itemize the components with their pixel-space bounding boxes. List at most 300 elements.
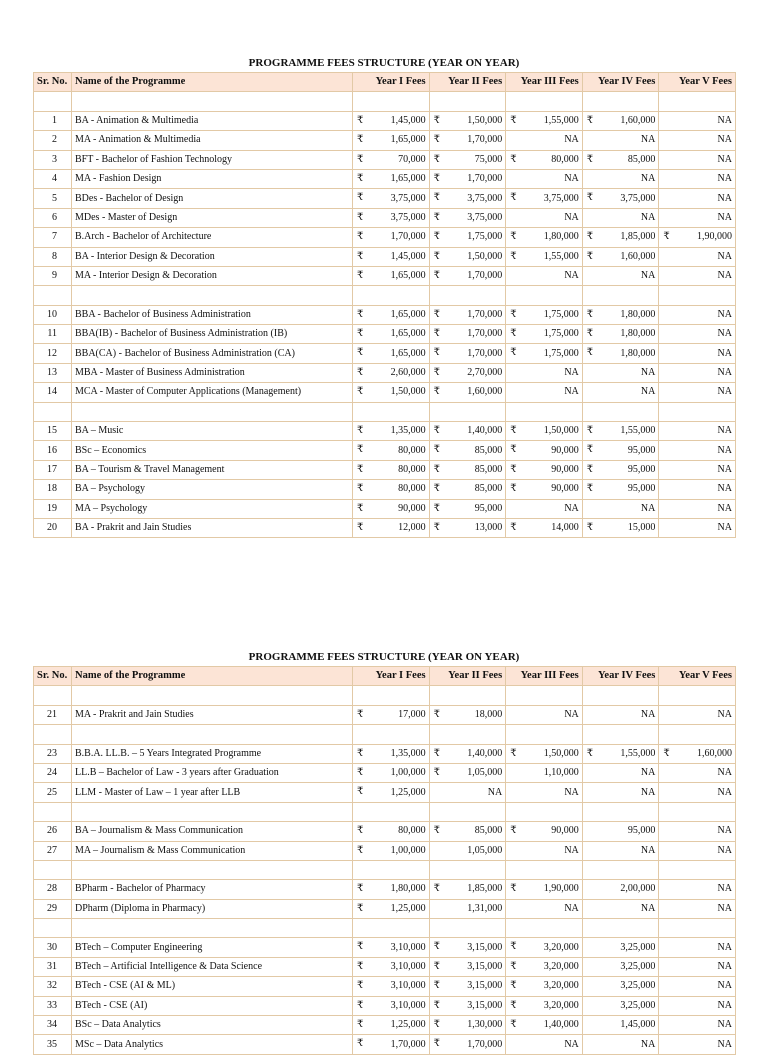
sr-no-cell: 32 [34,977,72,996]
fee-value: 3,20,000 [543,980,579,992]
rupee-symbol: ₹ [433,766,440,778]
fee-cell-year-1 [353,111,430,130]
empty-cell [582,686,659,705]
fee-cell-year-4 [582,880,659,899]
fee-cell-year-2 [429,996,506,1015]
fee-value: 1,45,000 [390,250,426,262]
fee-value: NA [640,386,656,398]
rupee-symbol: ₹ [433,231,440,243]
rupee-symbol: ₹ [586,425,594,437]
fee-cell-year-1 [353,247,430,266]
fee-cell-year-3 [506,744,583,763]
empty-cell [429,802,506,821]
empty-cell [72,402,353,421]
fee-cell-year-2 [429,1035,506,1054]
sr-no-cell: 9 [34,266,72,285]
rupee-symbol: ₹ [433,172,440,184]
programme-name-cell: MA - Prakrit and Jain Studies [72,705,353,724]
fee-value: NA [564,211,579,223]
sr-no-cell: 14 [34,383,72,402]
fee-cell-year-2 [429,744,506,763]
fee-cell-year-2 [429,880,506,899]
fee-value: 3,10,000 [390,999,426,1011]
empty-cell [659,286,736,305]
header-year-3: Year III Fees [506,667,583,686]
sr-no-cell: 24 [34,763,72,782]
table-row [34,938,736,957]
fee-value: 85,000 [474,483,503,495]
fee-cell-year-4 [582,841,659,860]
empty-cell [506,402,583,421]
sr-no-cell: 27 [34,841,72,860]
fee-value: NA [564,708,579,720]
fee-cell-year-4 [582,499,659,518]
spacer-row [34,92,736,111]
rupee-symbol: ₹ [433,366,440,378]
programme-name-cell: MA - Interior Design & Decoration [72,266,353,285]
sr-no-cell: 13 [34,363,72,382]
fee-cell-year-5 [659,169,736,188]
fee-cell-year-3 [506,499,583,518]
table-row [34,150,736,169]
fee-cell-year-3 [506,1035,583,1054]
fee-cell-year-3 [506,266,583,285]
fee-cell-year-4 [582,977,659,996]
fee-value: NA [640,211,656,223]
fee-value: NA [564,502,579,514]
fee-cell-year-3 [506,169,583,188]
fee-value: 12,000 [398,522,426,534]
fee-value: 85,000 [474,444,503,456]
table-row [34,189,736,208]
programme-name-cell: MCA - Master of Computer Applications (Management) [72,383,353,402]
sr-no-cell: 26 [34,822,72,841]
sr-no-cell: 15 [34,422,72,441]
programme-name-cell: BSc – Data Analytics [72,1016,353,1035]
rupee-symbol: ₹ [357,444,364,456]
rupee-symbol: ₹ [586,747,594,759]
fee-value: 1,45,000 [390,114,426,126]
rupee-symbol: ₹ [586,347,594,359]
rupee-symbol: ₹ [433,463,440,475]
fee-value: NA [717,1038,732,1050]
fee-cell-year-2 [429,266,506,285]
empty-cell [353,860,430,879]
table-row [34,783,736,802]
fee-value: 80,000 [398,444,426,456]
empty-cell [659,919,736,938]
fee-cell-year-1 [353,266,430,285]
programme-name-cell: MSc – Data Analytics [72,1035,353,1054]
fee-value: 1,70,000 [467,270,503,282]
fee-value: 3,15,000 [467,961,503,973]
fee-cell-year-4 [582,480,659,499]
fee-value: NA [717,347,732,359]
sr-no-cell: 12 [34,344,72,363]
fee-cell-year-2 [429,228,506,247]
fee-cell-year-4 [582,996,659,1015]
fee-cell-year-3 [506,518,583,537]
rupee-symbol: ₹ [433,941,440,953]
rupee-symbol: ₹ [357,708,364,720]
fee-value: 1,85,000 [467,883,503,895]
table-row [34,841,736,860]
fee-cell-year-4 [582,783,659,802]
programme-name-cell: B.B.A. LL.B. – 5 Years Integrated Programme [72,744,353,763]
programme-name-cell: BSc – Economics [72,441,353,460]
fee-value: 90,000 [551,483,579,495]
table-row [34,744,736,763]
rupee-symbol: ₹ [586,463,594,475]
fee-cell-year-2 [429,150,506,169]
fee-value: 1,80,000 [620,328,656,340]
rupee-symbol: ₹ [357,521,364,533]
fee-cell-year-4 [582,1035,659,1054]
fee-cell-year-4 [582,822,659,841]
fee-cell-year-4 [582,1016,659,1035]
fee-cell-year-2 [429,363,506,382]
header-row [34,667,736,686]
fee-cell-year-4 [582,363,659,382]
fee-cell-year-1 [353,744,430,763]
fee-cell-year-4 [582,460,659,479]
fee-cell-year-5 [659,880,736,899]
empty-cell [506,802,583,821]
fee-value: 2,60,000 [390,367,426,379]
fee-value: 1,50,000 [543,747,579,759]
fee-cell-year-5 [659,422,736,441]
rupee-symbol: ₹ [357,172,364,184]
fee-value: 3,10,000 [390,980,426,992]
fee-cell-year-2 [429,305,506,324]
spacer-row [34,860,736,879]
fee-value: 3,75,000 [467,211,503,223]
rupee-symbol: ₹ [357,1019,364,1031]
fee-value: 1,60,000 [620,114,656,126]
fee-cell-year-1 [353,705,430,724]
fee-value: NA [717,522,732,534]
programme-name-cell: BTech - CSE (AI & ML) [72,977,353,996]
programme-name-cell: BA - Animation & Multimedia [72,111,353,130]
table-row [34,822,736,841]
table-row [34,480,736,499]
fee-value: 1,80,000 [620,308,656,320]
fee-value: NA [717,425,732,437]
rupee-symbol: ₹ [510,825,517,837]
table-row [34,518,736,537]
fee-cell-year-4 [582,441,659,460]
empty-cell [72,725,353,744]
fee-cell-year-3 [506,111,583,130]
header-year-1: Year I Fees [353,73,430,92]
rupee-symbol: ₹ [357,766,364,778]
sr-no-cell: 16 [34,441,72,460]
fee-cell-year-4 [582,305,659,324]
fee-cell-year-1 [353,996,430,1015]
fee-value: 1,35,000 [390,425,426,437]
fee-cell-year-4 [582,518,659,537]
rupee-symbol: ₹ [357,463,364,475]
fee-cell-year-1 [353,169,430,188]
fee-cell-year-5 [659,325,736,344]
rupee-symbol: ₹ [357,425,364,437]
fee-value: 85,000 [474,825,503,837]
empty-cell [506,919,583,938]
fee-value: 15,000 [627,522,656,534]
empty-cell [72,919,353,938]
fee-cell-year-1 [353,189,430,208]
fee-cell-year-3 [506,783,583,802]
rupee-symbol: ₹ [433,192,440,204]
fee-cell-year-2 [429,899,506,918]
sr-no-cell: 11 [34,325,72,344]
fee-cell-year-5 [659,518,736,537]
fee-value: 1,50,000 [467,114,503,126]
programme-name-cell: MA – Journalism & Mass Communication [72,841,353,860]
empty-cell [429,286,506,305]
fee-value: NA [717,999,732,1011]
sr-no-cell: 17 [34,460,72,479]
rupee-symbol: ₹ [357,999,364,1011]
fee-cell-year-1 [353,228,430,247]
rupee-symbol: ₹ [433,502,440,514]
table-row [34,763,736,782]
fee-value: 3,15,000 [467,999,503,1011]
fee-value: NA [640,767,656,779]
fee-value: 80,000 [551,153,579,165]
fee-cell-year-5 [659,247,736,266]
fee-cell-year-2 [429,957,506,976]
empty-cell [34,686,72,705]
fee-value: 3,75,000 [390,211,426,223]
rupee-symbol: ₹ [510,999,517,1011]
programme-name-cell: MDes - Master of Design [72,208,353,227]
fee-value: NA [717,134,732,146]
programme-name-cell: BBA(CA) - Bachelor of Business Administration (CA) [72,344,353,363]
empty-cell [34,286,72,305]
programme-name-cell: BPharm - Bachelor of Pharmacy [72,880,353,899]
empty-cell [34,402,72,421]
fee-value: NA [717,328,732,340]
header-programme: Name of the Programme [72,667,353,686]
fee-value: NA [717,114,732,126]
fee-cell-year-1 [353,763,430,782]
fee-cell-year-5 [659,441,736,460]
fee-cell-year-5 [659,480,736,499]
rupee-symbol: ₹ [357,269,364,281]
empty-cell [582,919,659,938]
empty-cell [353,919,430,938]
rupee-symbol: ₹ [433,250,440,262]
rupee-symbol: ₹ [433,269,440,281]
fee-value: 3,75,000 [620,192,656,204]
sr-no-cell: 20 [34,518,72,537]
empty-cell [582,725,659,744]
rupee-symbol: ₹ [357,502,364,514]
fee-value: NA [717,767,732,779]
rupee-symbol: ₹ [586,521,594,533]
fee-cell-year-5 [659,783,736,802]
rupee-symbol: ₹ [433,825,440,837]
fee-value: 1,75,000 [467,231,503,243]
rupee-symbol: ₹ [586,192,594,204]
fee-value: 90,000 [398,502,426,514]
rupee-symbol: ₹ [357,114,364,126]
fee-cell-year-1 [353,208,430,227]
rupee-symbol: ₹ [510,328,517,340]
rupee-symbol: ₹ [510,192,517,204]
section-title: PROGRAMME FEES STRUCTURE (YEAR ON YEAR) [248,651,520,663]
table-row [34,344,736,363]
fee-value: 1,40,000 [467,747,503,759]
empty-cell [506,860,583,879]
fee-value: 18,000 [474,708,503,720]
fees-table [33,72,736,538]
rupee-symbol: ₹ [510,425,517,437]
fee-cell-year-3 [506,441,583,460]
fee-value: 85,000 [474,464,503,475]
programme-name-cell: BTech - CSE (AI) [72,996,353,1015]
rupee-symbol: ₹ [433,483,440,495]
sr-no-cell: 2 [34,131,72,150]
fee-cell-year-3 [506,422,583,441]
rupee-symbol: ₹ [357,483,364,495]
rupee-symbol: ₹ [510,960,517,972]
table-row [34,305,736,324]
fee-cell-year-3 [506,363,583,382]
table-row [34,1016,736,1035]
fee-value: 1,65,000 [390,173,426,185]
sr-no-cell: 31 [34,957,72,976]
header-year-2: Year II Fees [429,73,506,92]
fee-value: 1,50,000 [467,250,503,262]
fee-cell-year-5 [659,189,736,208]
fee-value: 1,50,000 [390,386,426,398]
fee-cell-year-5 [659,383,736,402]
sr-no-cell: 18 [34,480,72,499]
fee-value: NA [564,134,579,146]
rupee-symbol: ₹ [586,114,594,126]
table-row [34,499,736,518]
fee-cell-year-4 [582,266,659,285]
fee-cell-year-1 [353,1016,430,1035]
fee-value: 3,20,000 [543,941,579,953]
fee-cell-year-1 [353,518,430,537]
fee-cell-year-2 [429,441,506,460]
empty-cell [582,802,659,821]
fee-cell-year-4 [582,228,659,247]
fee-value: NA [717,786,732,798]
fee-cell-year-3 [506,247,583,266]
rupee-symbol: ₹ [433,1019,440,1031]
fee-value: 1,55,000 [620,425,656,437]
empty-cell [429,860,506,879]
fee-value: 1,75,000 [543,347,579,359]
rupee-symbol: ₹ [510,747,517,759]
fee-cell-year-3 [506,344,583,363]
header-year-2: Year II Fees [429,667,506,686]
rupee-symbol: ₹ [357,980,364,992]
fee-cell-year-5 [659,841,736,860]
fee-value: 1,30,000 [467,1019,503,1031]
table-row [34,266,736,285]
fee-cell-year-3 [506,822,583,841]
rupee-symbol: ₹ [433,328,440,340]
fee-value: 1,00,000 [390,767,426,779]
fee-value: 1,05,000 [467,767,503,779]
empty-cell [353,802,430,821]
fee-value: 1,10,000 [543,767,579,779]
table-row [34,247,736,266]
empty-cell [582,286,659,305]
fee-value: NA [564,786,579,798]
fee-value: 13,000 [474,522,503,534]
rupee-symbol: ₹ [357,825,364,837]
fee-cell-year-5 [659,499,736,518]
fee-cell-year-2 [429,460,506,479]
rupee-symbol: ₹ [433,386,440,398]
fee-value: 3,75,000 [467,192,503,204]
fee-cell-year-1 [353,499,430,518]
fee-value: 3,20,000 [543,961,579,973]
fee-cell-year-2 [429,344,506,363]
fee-value: NA [487,786,503,798]
fee-cell-year-1 [353,957,430,976]
fee-cell-year-5 [659,1016,736,1035]
rupee-symbol: ₹ [510,114,517,126]
fee-cell-year-5 [659,705,736,724]
fee-value: NA [717,1019,732,1031]
fee-cell-year-4 [582,111,659,130]
fee-cell-year-1 [353,422,430,441]
fee-value: 1,25,000 [390,902,426,914]
fee-value: 1,70,000 [467,347,503,359]
table-row [34,383,736,402]
fee-cell-year-5 [659,744,736,763]
rupee-symbol: ₹ [433,425,440,437]
fee-value: 1,70,000 [467,308,503,320]
empty-cell [72,860,353,879]
fee-cell-year-2 [429,422,506,441]
fee-value: NA [640,173,656,185]
fee-cell-year-5 [659,899,736,918]
rupee-symbol: ₹ [433,999,440,1011]
fee-value: NA [717,386,732,398]
fee-value: 1,65,000 [390,270,426,282]
fee-value: 95,000 [627,483,656,495]
fee-value: 1,90,000 [543,883,579,895]
empty-cell [659,802,736,821]
header-year-5: Year V Fees [659,73,736,92]
fee-value: NA [640,134,656,146]
fee-value: 1,45,000 [620,1019,656,1031]
fee-cell-year-4 [582,938,659,957]
fee-cell-year-5 [659,460,736,479]
programme-name-cell: B.Arch - Bachelor of Architecture [72,228,353,247]
rupee-symbol: ₹ [663,747,670,759]
fee-value: 3,20,000 [543,999,579,1011]
fee-value: NA [717,270,732,282]
empty-cell [506,725,583,744]
fee-value: 1,60,000 [620,250,656,262]
empty-cell [353,402,430,421]
empty-cell [659,92,736,111]
fee-value: NA [717,708,732,720]
fee-cell-year-2 [429,783,506,802]
fee-cell-year-1 [353,363,430,382]
fee-cell-year-1 [353,977,430,996]
rupee-symbol: ₹ [510,347,517,359]
